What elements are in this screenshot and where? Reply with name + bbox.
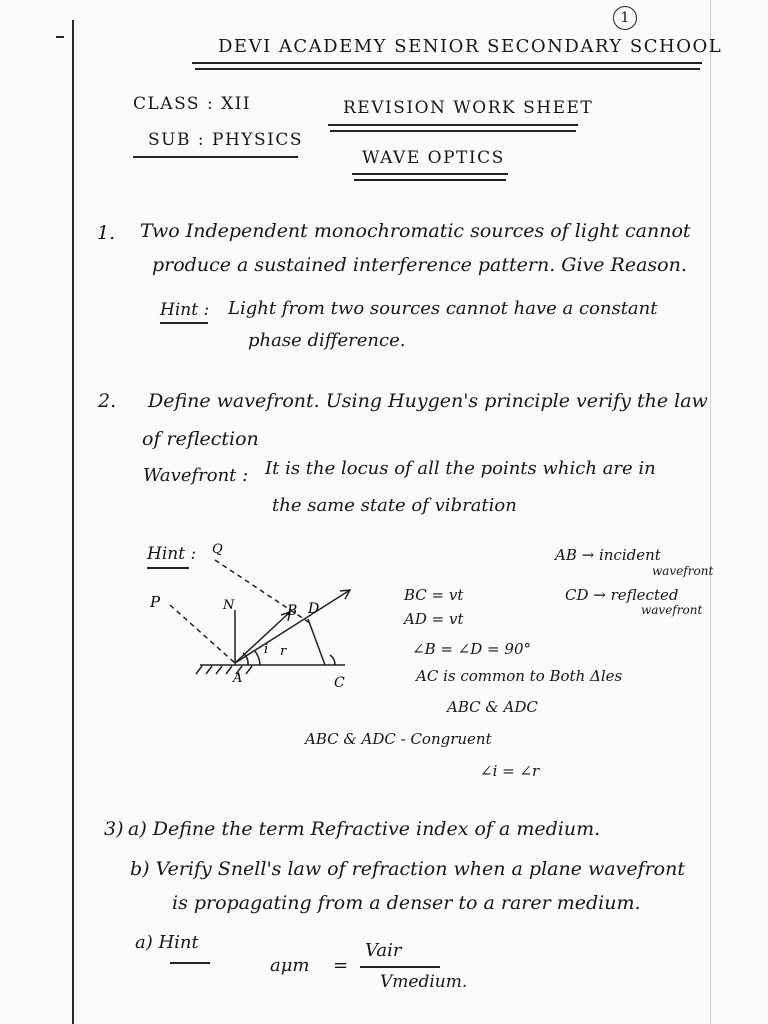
- q1-hint-line2: phase difference.: [248, 330, 406, 351]
- q1-number: 1.: [97, 222, 116, 244]
- label-c: C: [334, 675, 345, 691]
- sheet-title-underline-2: [330, 130, 576, 132]
- q1-hint-underline: [160, 322, 208, 324]
- subject-underline: [133, 156, 298, 158]
- label-b: B: [287, 603, 298, 619]
- margin-mark: [56, 36, 64, 38]
- label-q: Q: [212, 542, 223, 557]
- eq-congruent: ABC & ADC - Congruent: [305, 730, 492, 748]
- q2-text-line1: Define wavefront. Using Huygen's principle verify the law: [148, 390, 708, 412]
- label-i: i: [264, 642, 269, 657]
- sheet-title: REVISION WORK SHEET: [343, 98, 594, 118]
- label-n: N: [223, 598, 235, 613]
- topic-underline-1: [352, 173, 508, 175]
- q3-answer-label: a) Hint: [135, 932, 199, 953]
- formula-denominator: Vmedium.: [380, 972, 468, 992]
- q3-part-b-line2: is propagating from a denser to a rarer medium.: [172, 892, 641, 914]
- formula-equals: =: [333, 955, 349, 976]
- page-number: 1: [613, 6, 637, 30]
- school-underline-1: [192, 62, 702, 64]
- note-ab-2: wavefront: [652, 564, 714, 578]
- q1-text-line2: produce a sustained interference pattern. Give Reason.: [152, 254, 687, 276]
- eq-triangles: ABC & ADC: [447, 698, 538, 716]
- reflected-ray: [235, 590, 350, 663]
- page-margin-line: [72, 20, 74, 1024]
- q1-hint-line1: Light from two sources cannot have a constant: [228, 298, 658, 319]
- reflection-diagram: [140, 535, 365, 695]
- topic-title: WAVE OPTICS: [362, 148, 505, 168]
- eq-result: ∠i = ∠r: [480, 762, 540, 780]
- q3-hint-underline: [170, 962, 210, 964]
- eq-angles: ∠B = ∠D = 90°: [412, 640, 531, 658]
- q2-hint-label: Hint :: [147, 544, 197, 564]
- subject-label: SUB : PHYSICS: [148, 130, 304, 150]
- eq-bc: BC = vt: [404, 586, 464, 604]
- eq-ad: AD = vt: [404, 610, 464, 628]
- class-label: CLASS : XII: [133, 94, 252, 114]
- formula-fraction-bar: [360, 966, 440, 968]
- formula-numerator: Vair: [365, 940, 402, 961]
- wavefront-cd: [308, 619, 325, 665]
- note-cd: CD → reflected: [565, 586, 679, 604]
- q1-text-line1: Two Independent monochromatic sources of light cannot: [140, 220, 691, 242]
- q2-number: 2.: [98, 390, 117, 412]
- q3-part-b-line1: b) Verify Snell's law of refraction when a plane wavefront: [130, 858, 685, 880]
- q1-hint-label: Hint :: [160, 300, 210, 320]
- q3-number: 3): [104, 818, 124, 840]
- note-cd-2: wavefront: [641, 603, 703, 617]
- label-d: D: [308, 601, 320, 617]
- sheet-title-underline-1: [328, 124, 578, 126]
- eq-common: AC is common to Both Δles: [416, 667, 623, 685]
- label-a: A: [233, 671, 243, 686]
- q2-text-line2: of reflection: [142, 428, 259, 450]
- formula-lhs: aμm: [270, 955, 310, 976]
- q3-part-a: a) Define the term Refractive index of a medium.: [128, 818, 601, 840]
- wavefront-def-line2: the same state of vibration: [272, 495, 517, 516]
- incident-ray-1: [170, 605, 235, 663]
- label-p: P: [150, 593, 161, 611]
- school-underline-2: [195, 68, 700, 70]
- topic-underline-2: [354, 179, 506, 181]
- wavefront-label: Wavefront :: [143, 465, 249, 486]
- reflected-arrow-head: [340, 590, 350, 599]
- note-ab: AB → incident: [555, 546, 661, 564]
- wavefront-def-line1: It is the locus of all the points which are in: [265, 458, 656, 479]
- label-r: r: [280, 644, 287, 659]
- page-edge-line: [710, 0, 711, 1024]
- school-name: DEVI ACADEMY SENIOR SECONDARY SCHOOL: [218, 36, 723, 57]
